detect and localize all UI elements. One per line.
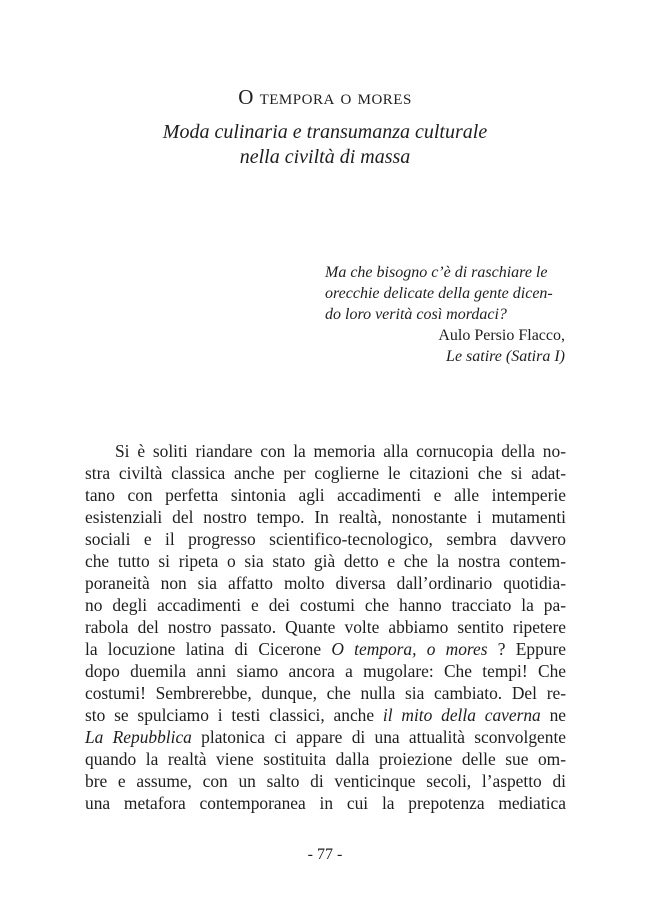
epigraph <box>325 262 565 367</box>
page-number: - 77 - <box>307 846 343 863</box>
chapter-subtitle <box>0 120 650 170</box>
body-italic-run: La Repubblica <box>85 727 192 747</box>
epigraph-line: Ma che bisogno c’è di raschiare le <box>325 264 548 281</box>
body-line: poraneità non sia affatto molto diversa dall’ordinario quotidia- <box>85 573 566 593</box>
body-text-run: ? Eppure <box>487 639 566 659</box>
body-text-run: platonica ci appare di una attualità sconvolgente <box>191 727 566 747</box>
body-italic-run: il mito della caverna <box>382 705 541 725</box>
body-line <box>85 726 566 748</box>
body-paragraph <box>85 440 566 814</box>
chapter-title <box>0 85 650 110</box>
body-line: no degli accadimenti e dei costumi che hanno tracciato la pa- <box>85 595 566 615</box>
epigraph-source: Le satire (Satira I) <box>446 348 565 365</box>
epigraph-author: Aulo Persio Flacco, <box>438 327 565 344</box>
subtitle-line: Moda culinaria e transumanza culturale <box>162 121 488 143</box>
body-line: che tutto si ripeta o sia stato già detto e che la nostra contem- <box>85 551 566 571</box>
body-line: esistenziali del nostro tempo. In realtà, nonostante i mutamenti <box>85 507 566 527</box>
epigraph-quote <box>325 262 565 325</box>
body-line: quando la realtà viene sostituita dalla proiezione delle sue om- <box>85 749 566 769</box>
body-line: rabola del nostro passato. Quante volte abbiamo sentito ripetere <box>85 617 566 637</box>
body-line: costumi! Sembrerebbe, dunque, che nulla sia cambiato. Del re- <box>85 683 566 703</box>
subtitle-line: nella civiltà di massa <box>239 146 411 168</box>
epigraph-line: do loro verità così mordaci? <box>325 306 507 323</box>
chapter-title-initial: O <box>238 85 254 109</box>
body-line: dopo duemila anni siamo ancora a mugolare: Che tempi! Che <box>85 661 566 681</box>
body-line: bre e assume, con un salto di venticinque secoli, l’aspetto di <box>85 771 566 791</box>
body-line: una metafora contemporanea in cui la prepotenza mediatica <box>85 793 566 813</box>
body-line: stra civiltà classica anche per coglierne le citazioni che si adat- <box>85 463 566 483</box>
body-line: tano con perfetta sintonia agli accadimenti e alle intemperie <box>85 485 566 505</box>
body-italic-run: O tempora, o mores <box>331 639 488 659</box>
body-line: sociali e il progresso scientifico-tecnologico, sembra davvero <box>85 529 566 549</box>
body-text-run: la locuzione latina di Cicerone <box>85 639 332 659</box>
body-text-run: ne <box>540 705 567 725</box>
body-line <box>85 638 566 660</box>
body-line <box>85 704 566 726</box>
chapter-title-rest: tempora o mores <box>259 85 412 109</box>
body-line: Si è soliti riandare con la memoria alla cornucopia della no- <box>115 441 566 461</box>
epigraph-line: orecchie delicate della gente dicen- <box>325 285 553 302</box>
body-text-run: sto se spulciamo i testi classici, anche <box>85 705 383 725</box>
